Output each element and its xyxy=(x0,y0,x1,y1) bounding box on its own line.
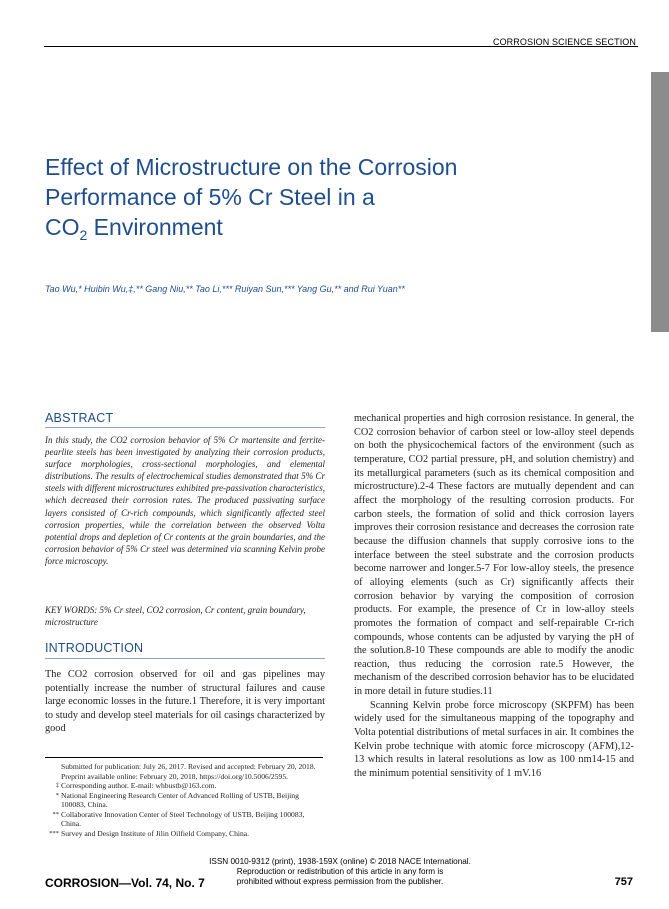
footnote-mark: * xyxy=(55,791,59,799)
section-label: CORROSION SCIENCE SECTION xyxy=(492,37,636,47)
footnote-text: Collaborative Innovation Center of Steel Technology of USTB, Beijing 100083, China. xyxy=(61,809,305,828)
footnote-item xyxy=(52,791,324,810)
footnotes xyxy=(49,762,324,838)
footnote-item xyxy=(52,810,324,829)
abstract-text: In this study, the CO2 corrosion behavior of 5% Cr martensite and ferrite-pearlite steels has been investigated by analyzing their corrosion products, surface morphologies, cross-sectional morphologies, and elemental distributions. The results of electrochemical studies demonstrated that 5% Cr steels with different microstructures exhibited pre-passivation characteristics, which decreased their corrosion rates. The produced passivating surface layers consisted of Cr-rich compounds, which significantly affected steel corrosion properties, while the correlation between the observed Volta potential drops and depletion of Cr contents at the grain boundaries, and the corrosion behavior of 5% Cr steel was determined via scanning Kelvin probe force microscopy. xyxy=(45,435,325,566)
page-number: 757 xyxy=(614,876,633,888)
right-paragraph-2: Scanning Kelvin probe force microscopy (SKPFM) has been widely used for the simultaneous mapping of the topography and Volta potential distributions of metal surfaces in air. It combines the Kelvin probe technique with atomic force microscopy (AFM),12-13 which results in lateral resolutions as low as 100 nm14-15 and the minimum potential sensitivity of 1 mV.16 xyxy=(354,699,634,780)
abstract-heading: ABSTRACT xyxy=(45,411,114,425)
footnote-mark: ** xyxy=(52,810,59,818)
footnote-text: Survey and Design Institute of Jilin Oilfield Company, China. xyxy=(61,828,250,838)
introduction-heading: INTRODUCTION xyxy=(45,641,144,655)
footnote-mark: ‡ xyxy=(55,782,59,789)
footnote-rule xyxy=(45,757,323,758)
title-main: Effect of Microstructure on the Corrosion Performance of 5% Cr Steel in a xyxy=(45,154,458,210)
right-column-text xyxy=(354,412,634,781)
title-end: Environment xyxy=(87,214,223,240)
author-list: Tao Wu,* Huibin Wu,‡,** Gang Niu,** Tao Li,*** Ruiyan Sun,*** Yang Gu,** and Rui Yuan** xyxy=(45,284,405,294)
footnote-text: National Engineering Research Center of Advanced Rolling of USTB, Beijing 100083, China. xyxy=(61,790,299,809)
keywords: KEY WORDS: 5% Cr steel, CO2 corrosion, Cr content, grain boundary, microstructure xyxy=(45,605,306,627)
journal-citation: CORROSION—Vol. 74, No. 7 xyxy=(45,876,205,890)
title-subscript: 2 xyxy=(79,227,88,243)
footnote-text: Corresponding author. E-mail: whbustb@163.com. xyxy=(61,781,217,790)
notice-line-1: Reproduction or redistribution of this article in any form is xyxy=(236,867,444,876)
footer-notice xyxy=(170,857,510,887)
footnote-item xyxy=(52,781,324,791)
footnote-item xyxy=(52,762,324,781)
issn-line: ISSN 0010-9312 (print), 1938-159X (online) © 2018 NACE International. xyxy=(209,857,471,866)
introduction-rule xyxy=(45,658,325,659)
footnote-item xyxy=(49,828,324,839)
side-tab xyxy=(651,72,669,332)
introduction-text: The CO2 corrosion observed for oil and gas pipelines may potentially increase the number of structural failures and cause large economic losses in the future.1 Therefore, it is very important to study and develop steel materials for oil casings characterized by good xyxy=(45,669,325,735)
footnote-text: Submitted for publication: July 26, 2017. Revised and accepted: February 20, 2018. Preprint available online: February 20, 2018, https://doi.org/10.5006/2595. xyxy=(61,762,316,781)
title-co: CO xyxy=(45,214,80,240)
abstract-rule xyxy=(45,427,325,428)
right-paragraph-1: mechanical properties and high corrosion resistance. In general, the CO2 corrosion behavior of carbon steel or low-alloy steel depends on both the physicochemical factors of the environment (such as temperature, CO2 partial pressure, pH, and solution chemistry) and its metallurgical parameters (such as its chemical composition and microstructure).2-4 These factors are mutually dependent and can affect the morphology of the resulting corrosion products. For carbon steels, the formation of solid and thick corrosion layers improves their corrosion resistance and decreases the corrosion rate because the diffusion channels that supply corrosive ions to the interface between the steel substrate and the corrosion products become narrower and longer.5-7 For low-alloy steels, the presence of alloying elements (such as Cr) significantly affects their corrosion behavior by varying the composition of corrosion products. For example, the presence of Cr in low-alloy steels promotes the formation of compact and self-repairable Cr-rich compounds, whose contents can be adjusted by varying the pH of the solution.8-10 These compounds are able to modify the anodic reaction, thus reducing the corrosion rate.5 However, the mechanism of the described corrosion behavior has to be elucidated in more detail in future studies.11 xyxy=(354,413,634,698)
article-title xyxy=(45,152,545,242)
notice-line-2: prohibited without express permission from the publisher. xyxy=(236,877,444,886)
footnote-mark: *** xyxy=(49,829,59,837)
